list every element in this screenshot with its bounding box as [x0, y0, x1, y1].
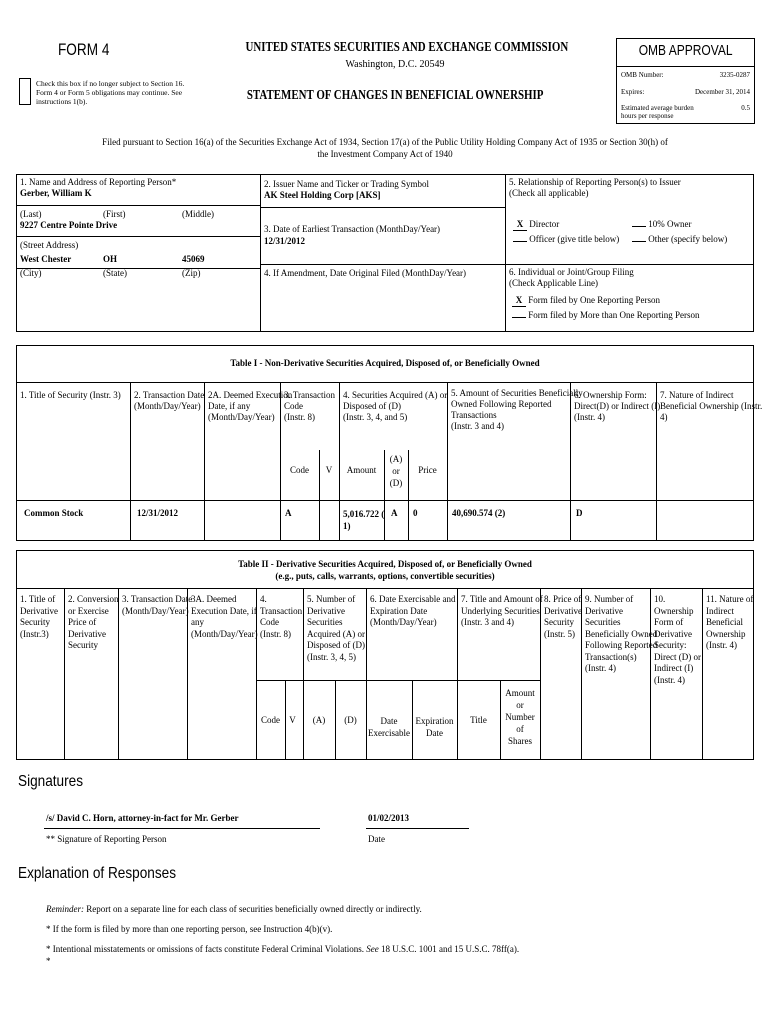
- t2-sub-v: V: [289, 715, 296, 725]
- director-option[interactable]: X Director: [513, 219, 559, 231]
- signature-date-label: Date: [368, 834, 385, 844]
- agency-address: Washington, D.C. 20549: [345, 59, 445, 70]
- header-line: Security: [68, 640, 98, 650]
- header-line: 7. Title and Amount of: [461, 594, 543, 604]
- header-line: Shares: [508, 736, 532, 746]
- header-line: Transaction(s): [585, 651, 637, 662]
- header-line: Date: [426, 728, 443, 738]
- header-line: Underlying Securities: [461, 605, 540, 616]
- t2-col-price: [544, 594, 582, 640]
- street-label: (Street Address): [20, 240, 79, 250]
- header-line: Number: [505, 712, 535, 722]
- header-line: Indirect (I): [654, 663, 694, 673]
- omb-number-label: OMB Number:: [621, 71, 664, 79]
- signature-label: ** Signature of Reporting Person: [46, 834, 167, 844]
- t2-col-deemed: [191, 594, 258, 640]
- header-line: (Instr. 8): [260, 628, 291, 639]
- t2-sub-expiration: [412, 715, 457, 739]
- explanation-heading: Explanation of Responses: [18, 865, 177, 882]
- omb-expires-value: December 31, 2014: [694, 88, 750, 96]
- reminder-text: Reminder: Report on a separate line for each class of securities beneficially owned directly or indirectly.: [46, 904, 422, 914]
- t1-row-price: 0: [413, 508, 418, 518]
- header-line: Ownership: [706, 628, 746, 639]
- header-line: or: [516, 700, 524, 710]
- t2-col-title: [20, 594, 58, 640]
- t2-col-owned: [585, 594, 657, 675]
- t1-sub-amount: Amount: [346, 465, 377, 475]
- header-line: Derivative: [68, 628, 106, 639]
- note-multiple-filers: * If the form is filed by more than one reporting person, see Instruction 4(b)(v).: [46, 924, 333, 934]
- table-2-title: Table II - Derivative Securities Acquired, Disposed of, or Beneficially Owned (e.g., puts, calls, warrants, options, convertible securities): [238, 559, 532, 581]
- t2-sub-a: (A): [312, 715, 326, 725]
- t1-col-title: 1. Title of Security (Instr. 3): [20, 390, 121, 400]
- t2-col-underlying: [461, 594, 543, 629]
- header-line: (Instr. 5): [544, 628, 575, 639]
- header-line: Date: [380, 716, 398, 726]
- t1-sub-price: Price: [418, 465, 437, 475]
- zip-value: 45069: [182, 254, 205, 264]
- zip-label: (Zip): [182, 268, 201, 278]
- t2-col-nature: [706, 594, 753, 652]
- header-line: Acquired (A) or: [307, 628, 365, 639]
- t1-col-nature: 7. Nature of Indirect Beneficial Ownership (Instr. 4): [660, 390, 763, 422]
- no-longer-subject-checkbox[interactable]: [19, 78, 31, 105]
- t1-col-deemed: 2A. Deemed Execution Date, if any (Month/Day/Year): [208, 390, 293, 422]
- t1-row-owned: 40,690.574 (2): [452, 508, 506, 518]
- header-line: Derivative: [585, 605, 623, 616]
- t1-col-acquired: 4. Securities Acquired (A) or Disposed of (D) (Instr. 3, 4, and 5): [343, 390, 448, 422]
- header-line: Derivative: [544, 605, 582, 616]
- t2-col-date: [122, 594, 192, 617]
- reporting-person-name: Gerber, William K: [20, 188, 92, 198]
- header-line: 3A. Deemed: [191, 594, 237, 604]
- t1-sub-code: Code: [290, 465, 309, 475]
- form-title: FORM 4: [58, 40, 110, 59]
- earliest-date-label: 3. Date of Earliest Transaction (MonthDay/Year): [264, 224, 441, 234]
- statement-title: STATEMENT OF CHANGES IN BENEFICIAL OWNERSHIP: [246, 88, 544, 103]
- header-line: of: [516, 724, 524, 734]
- header-line: Transaction: [260, 605, 303, 616]
- omb-burden-label: Estimated average burden hours per response: [621, 104, 694, 120]
- street-value: 9227 Centre Pointe Drive: [20, 220, 118, 230]
- header-line: 5. Number of: [307, 594, 356, 604]
- header-line: (Instr. 3 and 4): [461, 617, 514, 627]
- header-line: Security:: [654, 640, 687, 650]
- header-line: (Month/Day/Year): [122, 605, 189, 616]
- agency-title: UNITED STATES SECURITIES AND EXCHANGE COMMISSION: [245, 40, 569, 55]
- header-line: (Instr.3): [20, 628, 49, 639]
- reporting-person-label: 1. Name and Address of Reporting Person*: [20, 177, 177, 187]
- note-blank: *: [46, 956, 51, 966]
- t2-col-form: [654, 594, 701, 686]
- t2-sub-d: (D): [344, 715, 357, 725]
- header-line: Price of: [68, 617, 97, 627]
- header-line: 8. Price of: [544, 594, 582, 604]
- amendment-label: 4. If Amendment, Date Original Filed (MonthDay/Year): [264, 268, 467, 278]
- t2-sub-code: Code: [261, 715, 280, 725]
- table-1: [16, 345, 754, 541]
- header-line: Beneficial: [706, 617, 743, 627]
- header-line: Security: [20, 617, 50, 627]
- header-line: Amount: [505, 688, 535, 698]
- last-label: (Last): [20, 209, 42, 219]
- issuer-label: 2. Issuer Name and Ticker or Trading Symbol: [264, 179, 429, 189]
- omb-title: OMB APPROVAL: [638, 42, 733, 59]
- header-line: Form of: [654, 617, 684, 627]
- omb-expires-label: Expires:: [621, 88, 645, 96]
- ten-percent-option[interactable]: 10% Owner: [632, 219, 692, 230]
- t1-row-ad: A: [391, 508, 398, 518]
- t1-row-security: Common Stock: [24, 508, 84, 518]
- header-line: Security: [544, 617, 574, 627]
- header-line: Beneficially Owned: [585, 628, 658, 639]
- header-line: Securities: [585, 617, 621, 627]
- table-1-title: Table I - Non-Derivative Securities Acquired, Disposed of, or Beneficially Owned: [230, 358, 540, 368]
- header-line: Ownership: [654, 605, 694, 616]
- t1-row-code: A: [285, 508, 292, 518]
- t2-col-number: [307, 594, 365, 663]
- header-line: Expiration Date: [370, 605, 428, 616]
- header-line: (Instr. 4): [654, 674, 685, 685]
- signature-value: /s/ David C. Horn, attorney-in-fact for Mr. Gerber: [46, 813, 239, 823]
- header-line: Execution Date, if: [191, 605, 257, 616]
- header-line: Expiration: [415, 716, 454, 726]
- header-line: Derivative: [307, 605, 345, 616]
- header-line: Indirect: [706, 605, 734, 616]
- header-line: (Month/Day/Year): [191, 628, 258, 639]
- header-line: (Month/Day/Year): [370, 617, 437, 627]
- earliest-date-value: 12/31/2012: [264, 236, 306, 246]
- header-line: or Exercise: [68, 605, 109, 616]
- signature-date-value: 01/02/2013: [368, 813, 410, 823]
- header-line: Direct (D) or: [654, 651, 701, 662]
- signatures-heading: Signatures: [18, 773, 84, 790]
- header-line: Derivative: [20, 605, 58, 616]
- city-value: West Chester: [20, 254, 72, 264]
- multiple-persons-option[interactable]: Form filed by More than One Reporting Person: [512, 310, 699, 321]
- issuer-value: AK Steel Holding Corp [AKS]: [264, 190, 381, 200]
- omb-burden-value: 0.5: [741, 104, 750, 112]
- t2-sub-exercisable: [366, 715, 412, 739]
- note-violations: * Intentional misstatements or omissions of facts constitute Federal Criminal Violations. See 18 U.S.C. 1001 and 15 U.S.C. 78ff(a).: [46, 944, 520, 954]
- header-line: any: [191, 617, 204, 627]
- header-line: 6. Date Exercisable and: [370, 594, 456, 604]
- t1-row-form: D: [576, 508, 583, 518]
- header-line: (Instr. 3, 4, 5): [307, 651, 356, 662]
- t2-col-exercisable: [370, 594, 455, 629]
- middle-label: (Middle): [182, 209, 214, 219]
- relationship-label: 5. Relationship of Reporting Person(s) to Issuer (Check all applicable): [509, 177, 681, 198]
- checkbox-text: Check this box if no longer subject to Section 16. Form 4 or Form 5 obligations may continue. See instructions 1(b).: [36, 79, 185, 106]
- omb-number-value: 3235-0287: [719, 71, 750, 79]
- filing-label: 6. Individual or Joint/Group Filing (Check Applicable Line): [509, 267, 634, 288]
- t1-row-date: 12/31/2012: [137, 508, 179, 518]
- city-label: (City): [20, 268, 42, 278]
- state-value: OH: [103, 254, 118, 264]
- header-line: (Instr. 4): [585, 663, 616, 673]
- header-line: 3. Transaction Date: [122, 594, 193, 604]
- t1-row-amount: 5,016.722 ( 1): [343, 509, 385, 531]
- other-option[interactable]: Other (specify below): [632, 234, 727, 245]
- officer-option[interactable]: Officer (give title below): [513, 234, 619, 245]
- t1-col-code: 3. Transaction Code (Instr. 8): [284, 390, 336, 422]
- t2-sub-title: Title: [470, 715, 487, 725]
- t1-col-owned: 5. Amount of Securities Beneficially Owned Following Reported Transactions (Instr. 3 and 4): [451, 388, 583, 431]
- t2-col-conversion: [68, 594, 119, 652]
- header-line: 4.: [260, 594, 267, 604]
- t1-sub-ad: (A) or (D): [389, 454, 403, 488]
- header-line: 2. Conversion: [68, 594, 119, 604]
- header-line: 10.: [654, 594, 666, 604]
- t2-sub-amount: [500, 687, 540, 747]
- header-line: Exercisable: [368, 728, 410, 738]
- t1-col-date: 2. Transaction Date (Month/Day/Year): [134, 390, 205, 411]
- header-line: Code: [260, 617, 279, 627]
- header-line: 9. Number of: [585, 594, 634, 604]
- header-line: 1. Title of: [20, 594, 56, 604]
- filed-pursuant: Filed pursuant to Section 16(a) of the Securities Exchange Act of 1934, Section 17(a) of the Public Utility Holding Company Act of 1935 or Section 30(h) of the Investment Company Act of 1940: [102, 137, 668, 159]
- header-line: Derivative: [654, 628, 692, 639]
- header-line: (Instr. 4): [706, 640, 737, 650]
- t1-sub-v: V: [325, 465, 333, 475]
- reminder-lead: Reminder:: [46, 904, 84, 914]
- header-line: Disposed of (D): [307, 640, 365, 650]
- t2-col-code: [260, 594, 302, 640]
- t1-col-form: 6. Ownership Form: Direct(D) or Indirect (I) (Instr. 4): [574, 390, 661, 422]
- one-person-option[interactable]: X Form filed by One Reporting Person: [512, 295, 660, 307]
- first-label: (First): [103, 209, 126, 219]
- header-line: 11. Nature of: [706, 594, 754, 604]
- header-line: Following Reported: [585, 640, 658, 650]
- state-label: (State): [103, 268, 127, 278]
- header-line: Securities: [307, 617, 343, 627]
